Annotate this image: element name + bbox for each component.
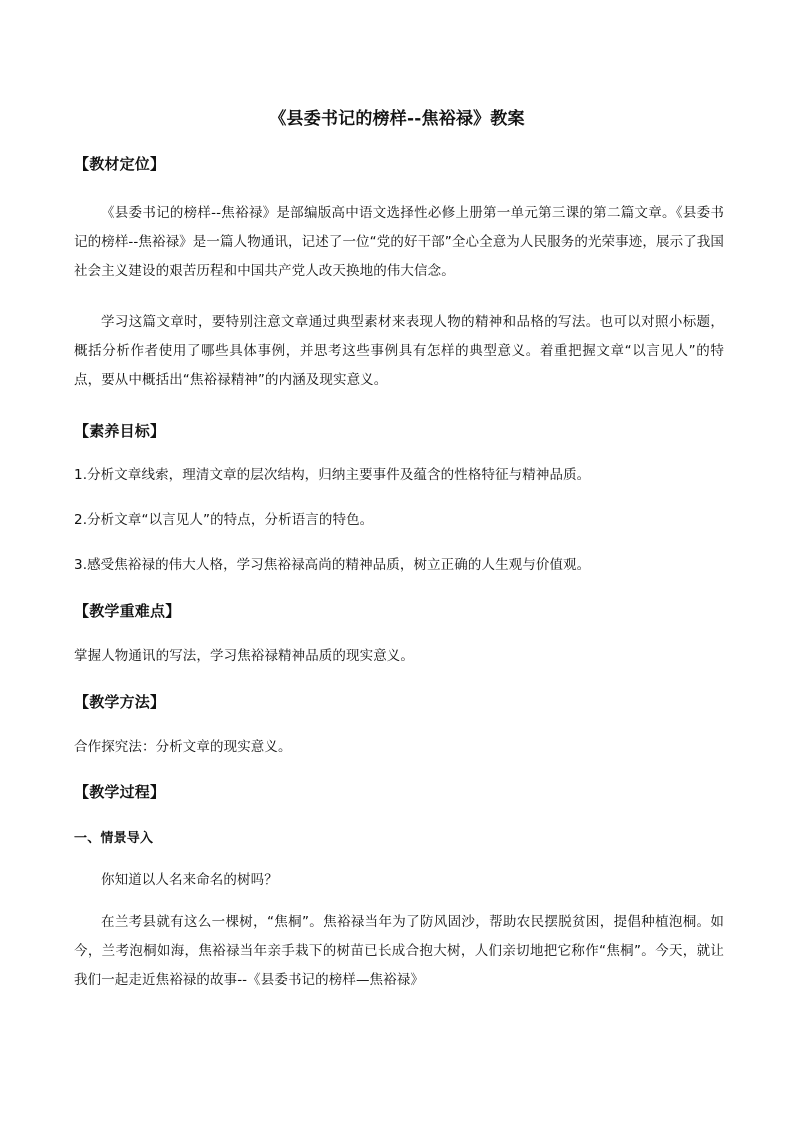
intro-paragraph: 在兰考县就有这么一棵树，“焦桐”。焦裕禄当年为了防风固沙，帮助农民摆脱贫困，提倡种植泡桐。如今，兰考泡桐如海，焦裕禄当年亲手栽下的树苗已长成合抱大树，人们亲切地把它称作“焦桐”。今天，就让我们一起走近焦裕禄的故事--《县委书记的榜样—焦裕禄》 xyxy=(74,914,724,988)
paragraph-material-position-1: 《县委书记的榜样--焦裕禄》是部编版高中语文选择性必修上册第一单元第三课的第二篇文章。《县委书记的榜样--焦裕禄》是一篇人物通讯，记述了一位“党的好干部”全心全意为人民服务的光荣事迹，展示了我国社会主义建设的艰苦历程和中国共产党人改天换地的伟大信念。 xyxy=(74,205,724,279)
key-points-text: 掌握人物通讯的写法，学习焦裕禄精神品质的现实意义。 xyxy=(74,648,414,664)
heading-process: 【教学过程】 xyxy=(74,783,166,801)
heading-literacy-goals: 【素养目标】 xyxy=(74,422,166,440)
heading-material-position: 【教材定位】 xyxy=(74,155,166,173)
goal-item-2: 2.分析文章“以言见人”的特点，分析语言的特色。 xyxy=(74,512,374,528)
heading-methods: 【教学方法】 xyxy=(74,693,166,711)
goal-item-1: 1.分析文章线索，理清文章的层次结构，归纳主要事件及蕴含的性格特征与精神品质。 xyxy=(74,467,591,483)
subheading-intro: 一、情景导入 xyxy=(74,831,154,846)
document-title: 《县委书记的榜样--焦裕禄》教案 xyxy=(269,109,525,129)
methods-text: 合作探究法：分析文章的现实意义。 xyxy=(74,739,292,755)
heading-key-points: 【教学重难点】 xyxy=(74,602,181,620)
paragraph-material-position-2: 学习这篇文章时，要特别注意文章通过典型素材来表现人物的精神和品格的写法。也可以对照小标题，概括分析作者使用了哪些具体事例，并思考这些事例具有怎样的典型意义。着重把握文章“以言见人”的特点，要从中概括出“焦裕禄精神”的内涵及现实意义。 xyxy=(74,314,724,388)
goal-item-3: 3.感受焦裕禄的伟大人格，学习焦裕禄高尚的精神品质，树立正确的人生观与价值观。 xyxy=(74,557,591,573)
intro-question: 你知道以人名来命名的树吗？ xyxy=(101,872,278,888)
